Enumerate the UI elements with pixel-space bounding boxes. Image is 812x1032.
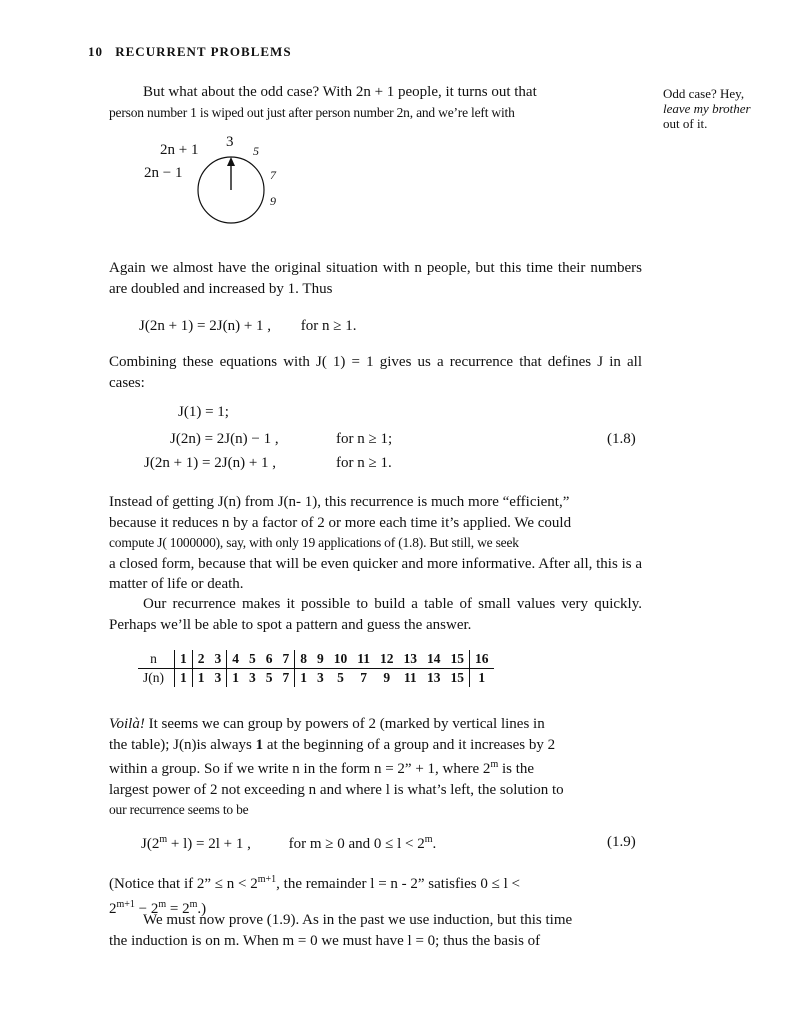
table-row-n	[138, 650, 494, 669]
equation-number-1-9: (1.9)	[607, 834, 636, 850]
text-span: is the	[498, 761, 535, 777]
label-3: 3	[226, 134, 234, 150]
text-line: Instead of getting J(n) from J(n- 1), this recurrence is much more “efficient,”	[109, 494, 570, 510]
recurrence-odd	[144, 455, 392, 472]
table-cell: 1	[175, 669, 193, 688]
text-span: (Notice that if 2” ≤ n < 2	[109, 876, 258, 892]
table-row-label: J(n)	[143, 670, 164, 685]
table-cell: 5	[337, 670, 344, 685]
table-cell: 7	[360, 670, 367, 685]
equation-condition: for n ≥ 1.	[300, 318, 357, 334]
text-span: for m ≥ 0 and 0 ≤ l < 2	[288, 836, 425, 852]
margin-note-line: Odd case? Hey,	[663, 86, 745, 101]
text-line: compute J( 1000000), say, with only 19 applications of (1.8). But still, we seek	[109, 535, 519, 550]
table-cell: 6	[261, 650, 278, 669]
our-recurrence-paragraph: Our recurrence makes it possible to build a table of small values very quickly. Perhaps we’ll be able to spot a pattern and guess the answer.	[109, 596, 642, 633]
superscript: m	[189, 898, 198, 910]
table-cell: 9	[383, 670, 391, 685]
label-5: 5	[253, 144, 259, 158]
text-line: our recurrence seems to be	[109, 802, 249, 817]
recurrence-base: J(1) = 1;	[178, 404, 229, 420]
text-line	[109, 735, 642, 756]
combining-paragraph: Combining these equations with J( 1) = 1 gives us a recurrence that defines J in all cases:	[109, 354, 642, 391]
equation-condition: for n ≥ 1;	[336, 431, 393, 447]
table-cell: 2	[192, 650, 209, 669]
text-span: at the beginning of a group and it increases by 2	[263, 736, 556, 753]
table-cell: 3	[317, 670, 324, 685]
text-line: because it reduces n by a factor of 2 or more each time it’s applied. We could	[109, 514, 572, 531]
label-9: 9	[270, 194, 276, 208]
text-span: within a group. So if we write n in the form n = 2” + 1, where 2	[109, 761, 491, 777]
table-cell: 1	[227, 669, 244, 688]
table-cell: 10	[329, 650, 353, 669]
table-cell: 3	[249, 670, 256, 685]
table-cell: 5	[265, 670, 273, 685]
odd-case-paragraph	[109, 82, 642, 123]
equation-body: J(2n + 1) = 2J(n) + 1 ,	[139, 318, 272, 334]
table-cell: 1	[175, 650, 193, 669]
text-span: .	[432, 836, 437, 852]
josephus-table	[138, 650, 494, 687]
text-line: We must now prove (1.9). As in the past we use induction, but this time	[143, 912, 573, 928]
table-cell: 1	[295, 669, 312, 688]
instead-paragraph	[109, 492, 642, 595]
superscript: m	[158, 898, 167, 910]
bold-one: 1	[255, 736, 264, 753]
margin-note-line: out of it.	[663, 116, 708, 131]
voila-word: Voilà!	[109, 716, 145, 732]
table-row-jn	[138, 669, 494, 688]
table-cell: 11	[403, 670, 417, 685]
table-cell: 4	[227, 650, 244, 669]
text-span: − 2	[134, 900, 159, 917]
arrow-head	[227, 157, 235, 166]
table-cell: 5	[244, 650, 261, 669]
text-line: person number 1 is wiped out just after person number 2n, and we’re left with	[109, 104, 515, 120]
equation-body: J(2n + 1) = 2J(n) + 1 ,	[144, 455, 277, 471]
table-cell: 15	[446, 650, 470, 669]
equation-condition	[289, 836, 437, 852]
text-span: .)	[197, 900, 207, 917]
text-line: largest power of 2 not exceeding n and where l is what’s left, the solution to	[109, 781, 564, 798]
table-cell: 1	[192, 669, 209, 688]
table-cell: 1	[470, 669, 494, 688]
table-cell: 13	[427, 670, 441, 685]
voila-paragraph	[109, 714, 642, 821]
equation-body: J(2	[141, 836, 160, 852]
again-paragraph: Again we almost have the original situation with n people, but this time their numbers are doubled and increased by 1. Thus	[109, 260, 642, 297]
table-row-label: n	[138, 650, 175, 669]
table-cell: 11	[352, 650, 375, 669]
table-cell: 7	[278, 650, 295, 669]
label-2n-plus-1: 2n + 1	[160, 142, 199, 158]
table-cell: 14	[422, 650, 446, 669]
text-line: the induction is on m. When m = 0 we must have l = 0; thus the basis of	[109, 932, 541, 949]
equation-condition: for n ≥ 1.	[336, 455, 392, 471]
text-line: But what about the odd case? With 2n + 1 people, it turns out that	[143, 84, 537, 100]
equation-body: J(2n) = 2J(n) − 1 ,	[170, 431, 279, 447]
superscript: m+1	[257, 874, 277, 885]
table-cell: 9	[312, 650, 329, 669]
equation-solution	[141, 834, 436, 853]
text-line: a closed form, because that will be even quicker and more informative. After all, this is a matter of life or death.	[109, 555, 642, 592]
text-line	[109, 870, 642, 895]
equation-odd	[139, 318, 357, 335]
table-cell: 3	[210, 650, 227, 669]
superscript: m	[490, 759, 499, 770]
chapter-title: RECURRENT PROBLEMS	[115, 44, 292, 59]
text-span: , the remainder l = n - 2” satisfies 0 ≤ l <	[276, 876, 520, 892]
table-cell: 12	[375, 650, 399, 669]
recurrence-even	[170, 431, 393, 448]
page-number: 10	[88, 44, 103, 59]
prove-paragraph	[109, 910, 642, 951]
page-header	[88, 44, 292, 60]
equation-body: + l) = 2l + 1 ,	[167, 836, 251, 852]
equation-number-1-8: (1.8)	[607, 431, 636, 447]
table-cell: 13	[399, 650, 423, 669]
label-7: 7	[270, 168, 276, 182]
table-cell: 15	[450, 670, 465, 685]
label-2n-minus-1: 2n − 1	[144, 165, 183, 181]
superscript: m	[424, 834, 433, 845]
table-cell: 3	[214, 670, 222, 685]
text-span: 2	[109, 900, 117, 917]
josephus-circle-figure	[140, 132, 300, 232]
table-cell: 7	[282, 670, 290, 685]
text-span: the table); J(n)is always	[109, 736, 252, 753]
table-cell: 8	[295, 650, 312, 669]
text-span: = 2	[166, 900, 190, 917]
superscript: m	[159, 834, 168, 845]
table-cell: 16	[470, 650, 494, 669]
margin-note-line: leave my brother	[663, 101, 751, 116]
text-line	[109, 755, 642, 780]
superscript: m+1	[116, 898, 135, 910]
text-line	[109, 714, 642, 735]
josephus-table-wrapper	[138, 650, 494, 687]
margin-note	[663, 86, 773, 131]
text-span: It seems we can group by powers of 2 (marked by vertical lines in	[144, 716, 545, 732]
